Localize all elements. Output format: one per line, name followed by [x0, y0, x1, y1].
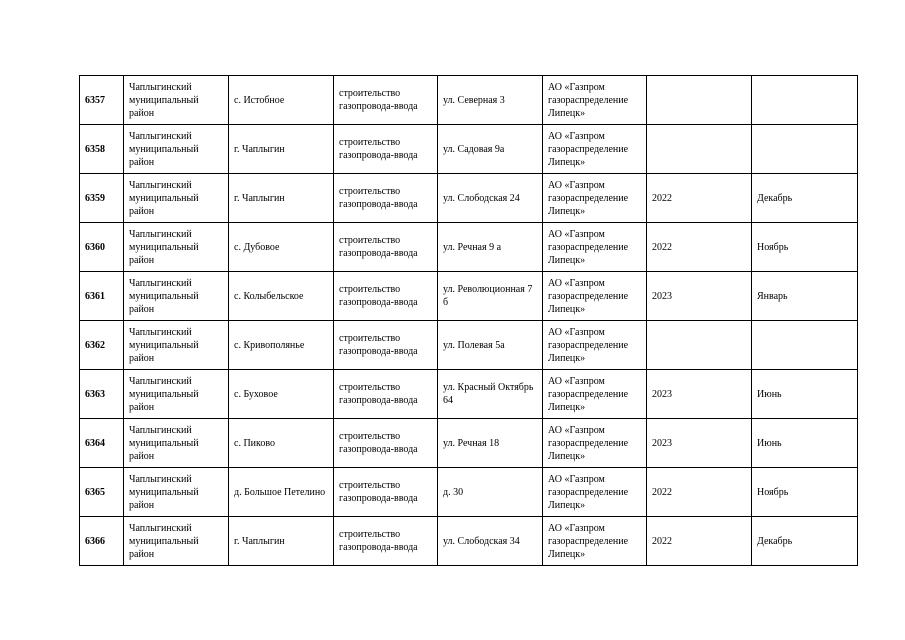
- month-cell: Ноябрь: [752, 223, 858, 272]
- year-cell: 2023: [647, 419, 752, 468]
- month-cell: [752, 321, 858, 370]
- locality-cell: с. Колыбельское: [229, 272, 334, 321]
- table-row: [80, 370, 858, 419]
- row-number: 6365: [80, 468, 124, 517]
- work-type-cell: строительство газопровода-ввода: [334, 468, 438, 517]
- row-number: 6360: [80, 223, 124, 272]
- district-cell: Чаплыгинский муниципальный район: [124, 321, 229, 370]
- organization-cell: АО «Газпром газораспределение Липецк»: [543, 272, 647, 321]
- district-cell: Чаплыгинский муниципальный район: [124, 174, 229, 223]
- year-cell: 2022: [647, 517, 752, 566]
- table-row: [80, 76, 858, 125]
- locality-cell: г. Чаплыгин: [229, 125, 334, 174]
- work-type-cell: строительство газопровода-ввода: [334, 272, 438, 321]
- work-type-cell: строительство газопровода-ввода: [334, 419, 438, 468]
- address-cell: ул. Речная 18: [438, 419, 543, 468]
- table-row: [80, 419, 858, 468]
- work-type-cell: строительство газопровода-ввода: [334, 370, 438, 419]
- year-cell: 2023: [647, 370, 752, 419]
- address-cell: ул. Северная 3: [438, 76, 543, 125]
- month-cell: Декабрь: [752, 174, 858, 223]
- district-cell: Чаплыгинский муниципальный район: [124, 468, 229, 517]
- district-cell: Чаплыгинский муниципальный район: [124, 272, 229, 321]
- organization-cell: АО «Газпром газораспределение Липецк»: [543, 174, 647, 223]
- year-cell: [647, 125, 752, 174]
- organization-cell: АО «Газпром газораспределение Липецк»: [543, 76, 647, 125]
- address-cell: ул. Слободская 34: [438, 517, 543, 566]
- work-type-cell: строительство газопровода-ввода: [334, 223, 438, 272]
- address-cell: ул. Слободская 24: [438, 174, 543, 223]
- work-type-cell: строительство газопровода-ввода: [334, 125, 438, 174]
- row-number: 6364: [80, 419, 124, 468]
- row-number: 6362: [80, 321, 124, 370]
- month-cell: [752, 76, 858, 125]
- district-cell: Чаплыгинский муниципальный район: [124, 125, 229, 174]
- row-number: 6358: [80, 125, 124, 174]
- row-number: 6361: [80, 272, 124, 321]
- month-cell: Январь: [752, 272, 858, 321]
- locality-cell: д. Большое Петелино: [229, 468, 334, 517]
- organization-cell: АО «Газпром газораспределение Липецк»: [543, 125, 647, 174]
- address-cell: ул. Садовая 9а: [438, 125, 543, 174]
- locality-cell: с. Пиково: [229, 419, 334, 468]
- organization-cell: АО «Газпром газораспределение Липецк»: [543, 419, 647, 468]
- locality-cell: г. Чаплыгин: [229, 174, 334, 223]
- month-cell: Декабрь: [752, 517, 858, 566]
- year-cell: 2022: [647, 174, 752, 223]
- gas-pipeline-table: [79, 75, 858, 566]
- table-row: [80, 468, 858, 517]
- year-cell: 2023: [647, 272, 752, 321]
- locality-cell: с. Истобное: [229, 76, 334, 125]
- organization-cell: АО «Газпром газораспределение Липецк»: [543, 321, 647, 370]
- locality-cell: с. Буховое: [229, 370, 334, 419]
- month-cell: Ноябрь: [752, 468, 858, 517]
- locality-cell: с. Кривополянье: [229, 321, 334, 370]
- month-cell: [752, 125, 858, 174]
- district-cell: Чаплыгинский муниципальный район: [124, 76, 229, 125]
- table-row: [80, 321, 858, 370]
- work-type-cell: строительство газопровода-ввода: [334, 174, 438, 223]
- district-cell: Чаплыгинский муниципальный район: [124, 419, 229, 468]
- address-cell: ул. Революционная 7 б: [438, 272, 543, 321]
- organization-cell: АО «Газпром газораспределение Липецк»: [543, 370, 647, 419]
- table-row: [80, 223, 858, 272]
- district-cell: Чаплыгинский муниципальный район: [124, 517, 229, 566]
- month-cell: Июнь: [752, 370, 858, 419]
- address-cell: д. 30: [438, 468, 543, 517]
- year-cell: 2022: [647, 223, 752, 272]
- year-cell: 2022: [647, 468, 752, 517]
- table-row: [80, 517, 858, 566]
- address-cell: ул. Красный Октябрь 64: [438, 370, 543, 419]
- row-number: 6363: [80, 370, 124, 419]
- district-cell: Чаплыгинский муниципальный район: [124, 370, 229, 419]
- work-type-cell: строительство газопровода-ввода: [334, 517, 438, 566]
- locality-cell: г. Чаплыгин: [229, 517, 334, 566]
- district-cell: Чаплыгинский муниципальный район: [124, 223, 229, 272]
- organization-cell: АО «Газпром газораспределение Липецк»: [543, 223, 647, 272]
- table-row: [80, 125, 858, 174]
- organization-cell: АО «Газпром газораспределение Липецк»: [543, 468, 647, 517]
- work-type-cell: строительство газопровода-ввода: [334, 76, 438, 125]
- address-cell: ул. Полевая 5а: [438, 321, 543, 370]
- table-row: [80, 272, 858, 321]
- organization-cell: АО «Газпром газораспределение Липецк»: [543, 517, 647, 566]
- row-number: 6357: [80, 76, 124, 125]
- year-cell: [647, 76, 752, 125]
- month-cell: Июнь: [752, 419, 858, 468]
- year-cell: [647, 321, 752, 370]
- table-row: [80, 174, 858, 223]
- work-type-cell: строительство газопровода-ввода: [334, 321, 438, 370]
- locality-cell: с. Дубовое: [229, 223, 334, 272]
- address-cell: ул. Речная 9 а: [438, 223, 543, 272]
- row-number: 6359: [80, 174, 124, 223]
- row-number: 6366: [80, 517, 124, 566]
